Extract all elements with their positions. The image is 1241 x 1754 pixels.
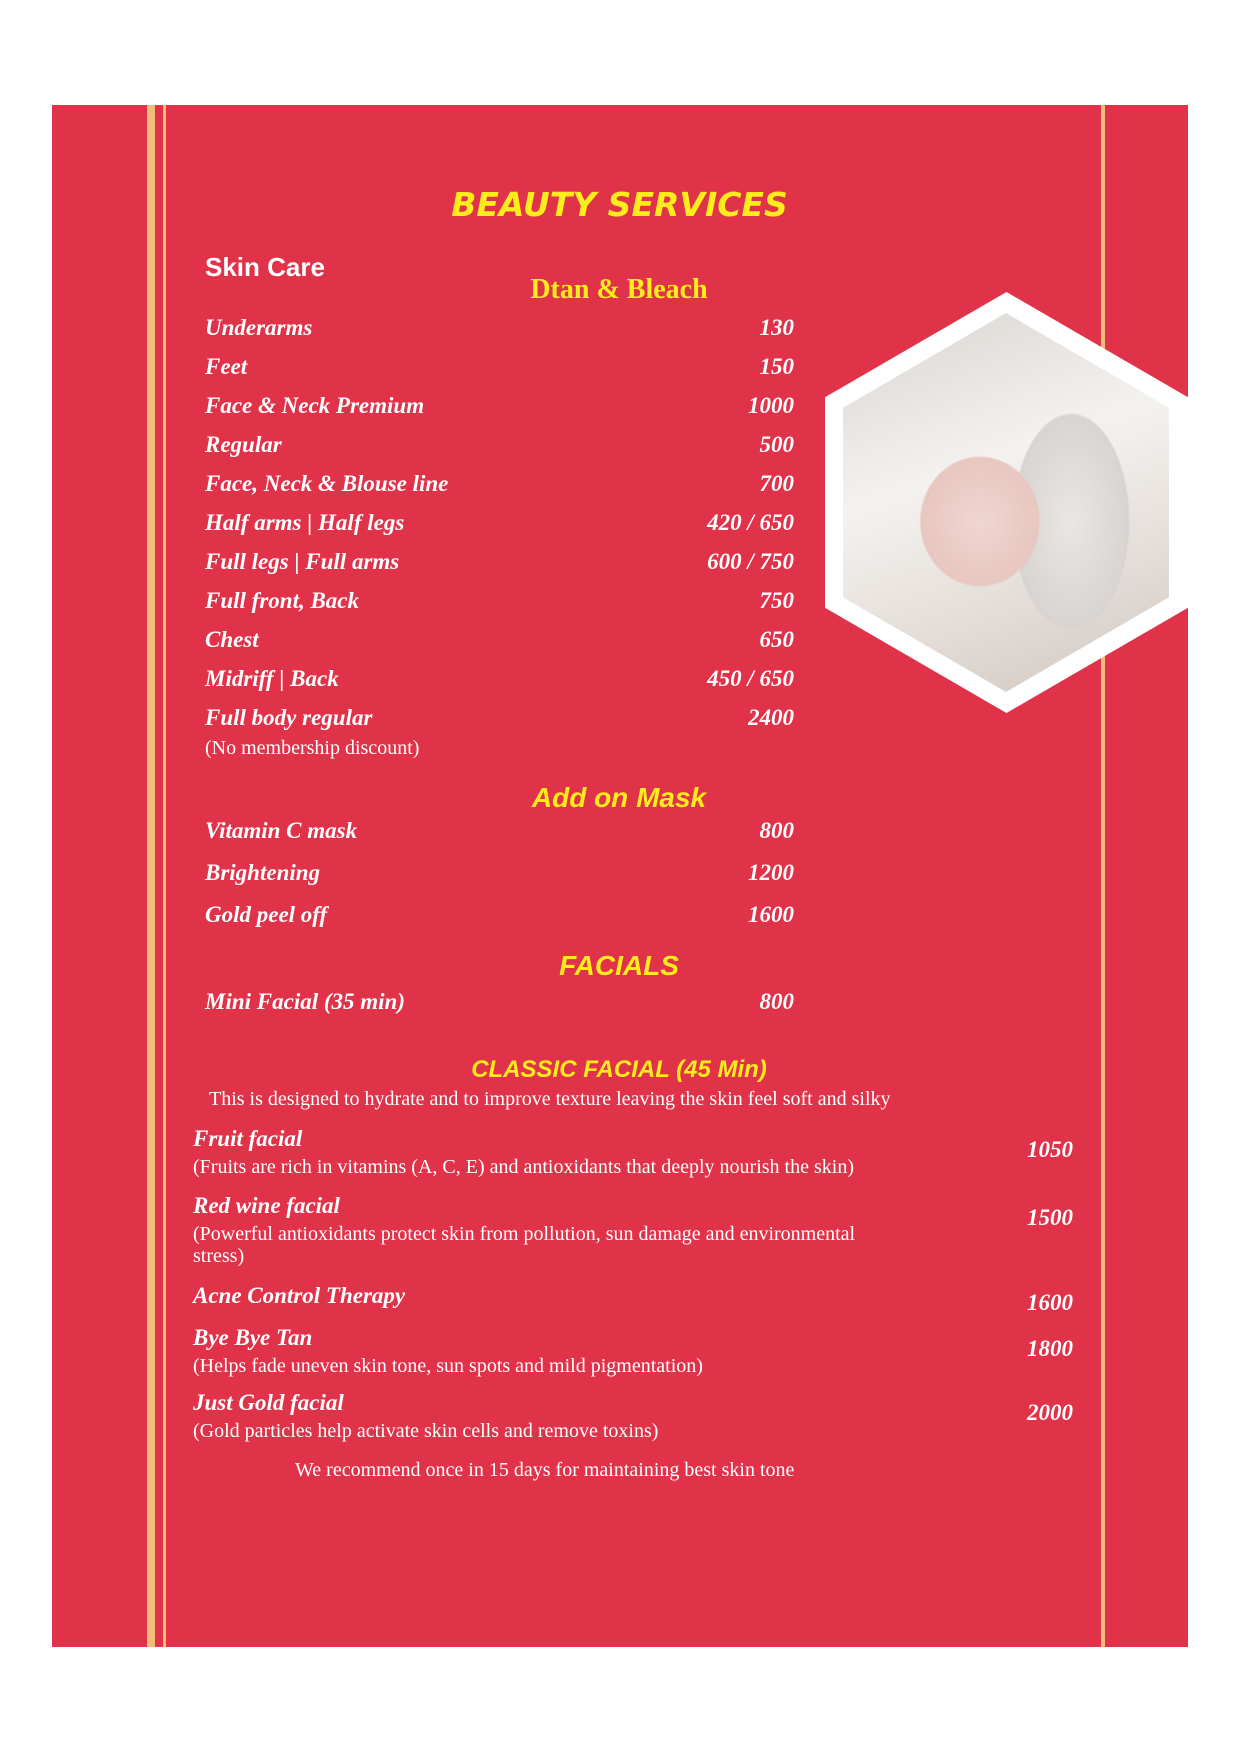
service-price: 450 / 650 <box>707 666 794 691</box>
service-price: 750 <box>759 588 794 613</box>
classic-footer: We recommend once in 15 days for maintaining best skin tone <box>295 1459 795 1481</box>
service-price: 600 / 750 <box>707 549 794 574</box>
classic-facial-note: (Fruits are rich in vitamins (A, C, E) and antioxidants that deeply nourish the skin) <box>193 1156 854 1178</box>
service-name: Half arms | Half legs <box>205 510 405 535</box>
classic-facial-price: 1050 <box>1027 1137 1073 1162</box>
service-price: 2400 <box>748 705 794 730</box>
addon-name: Vitamin C mask <box>205 818 358 843</box>
classic-facial-name: Just Gold facial <box>193 1390 344 1415</box>
facials-heading: FACIALS <box>559 950 679 981</box>
dtan-note: (No membership discount) <box>205 737 420 759</box>
service-name: Chest <box>205 627 259 652</box>
addon-price: 800 <box>759 818 794 843</box>
classic-facial-note: (Gold particles help activate skin cells and remove toxins) <box>193 1420 659 1442</box>
addon-price: 1200 <box>748 860 794 885</box>
facial-name: Mini Facial (35 min) <box>205 989 405 1014</box>
addon-heading: Add on Mask <box>531 782 707 813</box>
classic-facial-name: Fruit facial <box>193 1126 303 1151</box>
service-price: 420 / 650 <box>707 510 794 535</box>
addon-name: Brightening <box>205 860 321 885</box>
skin-care-label: Skin Care <box>205 252 325 282</box>
service-price: 150 <box>759 354 794 379</box>
service-name: Face & Neck Premium <box>205 393 425 418</box>
service-name: Regular <box>205 432 282 457</box>
classic-facial-note: (Powerful antioxidants protect skin from pollution, sun damage and environmental <box>193 1223 856 1245</box>
classic-facial-note: (Helps fade uneven skin tone, sun spots and mild pigmentation) <box>193 1355 703 1377</box>
classic-facial-name: Red wine facial <box>193 1193 340 1218</box>
classic-facial-price: 1600 <box>1027 1290 1073 1315</box>
service-name: Face, Neck & Blouse line <box>205 471 449 496</box>
classic-facial-note: stress) <box>193 1245 245 1267</box>
service-price: 650 <box>759 627 794 652</box>
service-price: 130 <box>759 315 794 340</box>
right-stripe <box>1101 105 1105 1647</box>
classic-facial-name: Acne Control Therapy <box>193 1283 406 1308</box>
classic-facial-name: Bye Bye Tan <box>193 1325 313 1350</box>
service-name: Full legs | Full arms <box>205 549 400 574</box>
service-price: 1000 <box>748 393 794 418</box>
page-title: BEAUTY SERVICES <box>451 185 788 224</box>
service-name: Midriff | Back <box>205 666 339 691</box>
classic-facial-price: 2000 <box>1027 1400 1073 1425</box>
service-name: Feet <box>205 354 248 379</box>
classic-facial-price: 1500 <box>1027 1205 1073 1230</box>
dtan-heading: Dtan & Bleach <box>530 274 708 305</box>
service-price: 700 <box>759 471 794 496</box>
classic-heading: CLASSIC FACIAL (45 Min) <box>471 1056 767 1083</box>
classic-description: This is designed to hydrate and to improve texture leaving the skin feel soft and silky <box>209 1088 891 1110</box>
facial-price: 800 <box>759 989 794 1014</box>
left-stripe-thick <box>147 105 155 1647</box>
left-stripe-thin <box>163 105 166 1647</box>
service-name: Underarms <box>205 315 313 340</box>
service-price: 500 <box>759 432 794 457</box>
service-name: Full front, Back <box>205 588 360 613</box>
addon-price: 1600 <box>748 902 794 927</box>
addon-name: Gold peel off <box>205 902 328 927</box>
classic-facial-price: 1800 <box>1027 1336 1073 1361</box>
service-name: Full body regular <box>205 705 373 730</box>
